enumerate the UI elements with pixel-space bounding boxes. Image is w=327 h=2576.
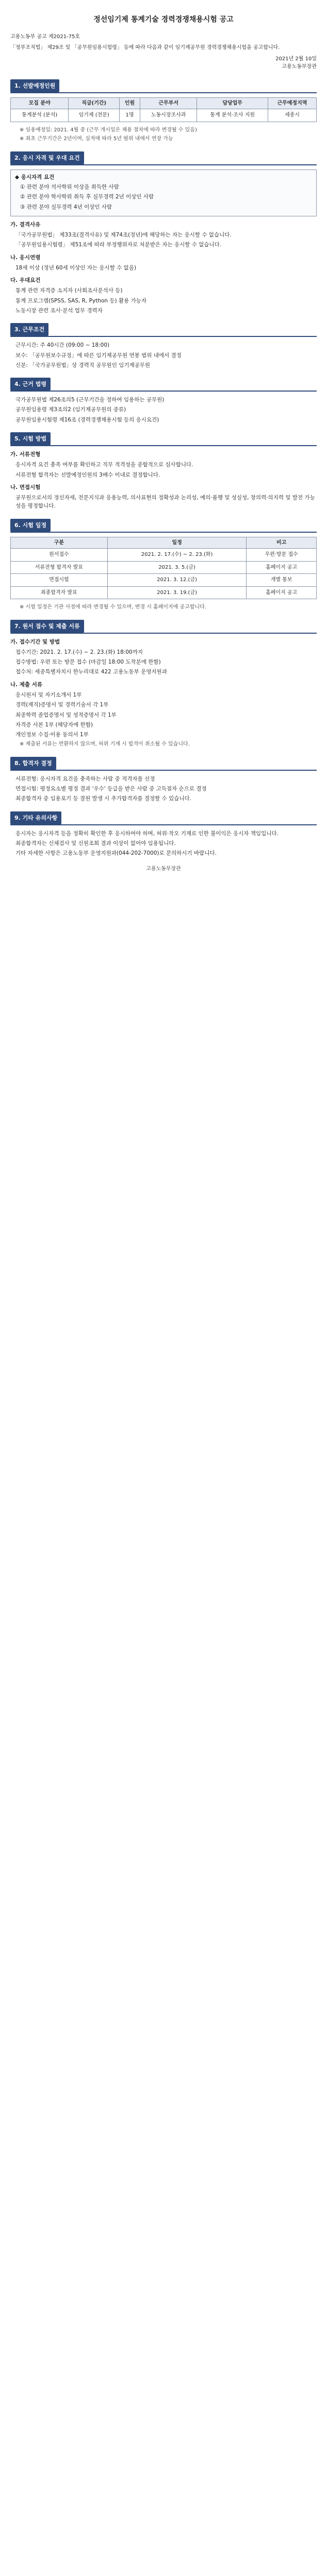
table-row: [11, 586, 317, 599]
subsection-title: 가. 결격사유: [10, 221, 41, 228]
subsection-title: 가. 접수기간 및 방법: [10, 638, 60, 645]
body-line: 공무원으로서의 정신자세, 전문지식과 응용능력, 의사표현의 정확성과 논리성, 예의·품행 및 성실성, 창의력·의지력 및 발전 가능성을 평정합니다.: [15, 495, 315, 510]
date-text: 2021년 2월 10일: [275, 56, 317, 62]
box-line: ① 관련 분야 석사학위 이상을 취득한 사람: [20, 184, 119, 191]
body-line: 공무원임용시험령 제16조 (경력경쟁채용시험 등의 응시요건): [15, 416, 159, 423]
table-row: [11, 109, 317, 122]
subsection-title: 다. 우대요건: [10, 277, 41, 284]
table-cell: 홈페이지 공고: [247, 561, 317, 574]
subsection-title: 나. 면접시험: [10, 484, 41, 490]
document-title: 정선임기제 통계기술 경력경쟁채용시험 공고: [93, 15, 234, 24]
section-recruitment: [10, 79, 317, 143]
body-line: 응시자는 응시자격 등을 정확히 확인한 후 응시하여야 하며, 허위·착오 기재로 인한 불이익은 응시자 책임입니다.: [15, 830, 279, 837]
table-cell: 개별 통보: [247, 574, 317, 587]
table-cell: 2021. 3. 19.(금): [107, 586, 247, 599]
subsection-title: 나. 응시연령: [10, 254, 41, 261]
body-line: 신분: 「국가공무원법」상 경력직 공무원인 임기제공무원: [15, 362, 151, 368]
table-header: 일정: [107, 537, 247, 549]
body-line: 18세 이상 (정년 60세 이상인 자는 응시할 수 없음): [15, 264, 137, 271]
table-row: [11, 549, 317, 562]
section-title: 5. 시험 방법: [10, 432, 51, 445]
section-title: 2. 응시 자격 및 우대 요건: [10, 151, 84, 164]
section-title: 7. 원서 접수 및 제출 서류: [10, 620, 84, 633]
table-row: [11, 574, 317, 587]
issuer-text: 고용노동부장관: [282, 64, 317, 70]
table-cell: 2021. 2. 17.(수) ~ 2. 23.(화): [107, 549, 247, 562]
recruitment-table: [10, 97, 317, 122]
body-line: 노동시장 관련 조사·분석 업무 경력자: [15, 307, 103, 314]
table-cell: 면접시험: [11, 574, 108, 587]
section-title: 8. 합격자 결정: [10, 757, 56, 770]
table-cell: 홈페이지 공고: [247, 586, 317, 599]
notice-number: 고용노동부 공고 제2021-75호: [10, 33, 80, 40]
table-header: 근무부서: [140, 97, 197, 109]
note-text: ※ 제출된 서류는 반환하지 않으며, 허위 기재 시 합격이 취소될 수 있습니다.: [20, 741, 190, 748]
body-line: 서류전형 합격자는 선발예정인원의 3배수 이내로 결정합니다.: [15, 471, 160, 478]
body-line: 자격증 사본 1부 (해당자에 한함): [15, 721, 93, 728]
body-line: 근무시간: 주 40시간 (09:00 ~ 18:00): [15, 342, 110, 349]
section-title: 4. 근거 법령: [10, 378, 51, 391]
table-cell: 2021. 3. 12.(금): [107, 574, 247, 587]
section-title: 1. 선발예정인원: [10, 79, 59, 92]
table-cell: 서류전형 합격자 발표: [11, 561, 108, 574]
note-text: ※ 시험 일정은 기관 사정에 따라 변경될 수 있으며, 변경 시 홈페이지에 공고합니다.: [20, 604, 207, 611]
box-title: ◆ 응시자격 요건: [15, 174, 55, 180]
section-title: 3. 근무조건: [10, 323, 48, 336]
body-line: 면접시험: 평정요소별 평정 결과 '우수' 등급을 받은 사람 중 고득점자 순으로 결정: [15, 786, 207, 792]
body-line: 국가공무원법 제26조의5 (근무기간을 정하여 임용하는 공무원): [15, 397, 165, 403]
table-header: 근무예정지역: [268, 97, 316, 109]
subsection-title: 가. 서류전형: [10, 451, 41, 457]
body-line: 보수: 「공무원보수규정」에 따른 임기제공무원 연봉 범위 내에서 결정: [15, 352, 182, 359]
section-title: 9. 기타 유의사항: [10, 811, 61, 824]
table-cell: 원서접수: [11, 549, 108, 562]
body-line: 최종학력 졸업증명서 및 성적증명서 각 1부: [15, 711, 117, 718]
body-line: 최종합격자는 신체검사 및 신원조회 결과 이상이 없어야 임용됩니다.: [15, 840, 176, 846]
table-cell: 우편·방문 접수: [247, 549, 317, 562]
table-cell: 최종합격자 발표: [11, 586, 108, 599]
body-line: 응시자격 요건 충족 여부를 확인하고 직무 적격성을 종합적으로 심사합니다.: [15, 462, 193, 468]
body-line: 응시원서 및 자기소개서 1부: [15, 691, 82, 698]
body-line: 통계 프로그램(SPSS, SAS, R, Python 등) 활용 가능자: [15, 297, 147, 304]
table-cell: 통계분석 (분석): [11, 109, 69, 122]
subsection-title: 나. 제출 서류: [10, 681, 43, 688]
section-title: 6. 시험 일정: [10, 519, 51, 532]
table-header: 직급(기간): [69, 97, 120, 109]
section-notes: [10, 811, 317, 858]
box-line: ② 관련 분야 학사학위 취득 후 실무경력 2년 이상인 사람: [20, 194, 154, 200]
body-line: 접수방법: 우편 또는 방문 접수 (마감일 18:00 도착분에 한함): [15, 659, 161, 666]
table-header: 모집 분야: [11, 97, 69, 109]
body-line: 「공무원임용시험령」 제51조에 따라 부정행위자로 처분받은 자는 응시할 수 없습니다.: [15, 242, 222, 248]
table-cell: 1명: [120, 109, 140, 122]
footer-issuer: 고용노동부장관: [146, 866, 181, 872]
body-line: 서류전형: 응시자격 요건을 충족하는 사람 중 적격자를 선정: [15, 775, 155, 782]
document-page: [5, 0, 322, 893]
section-work-conditions: [10, 323, 317, 369]
section-legal-basis: [10, 378, 317, 424]
body-line: 통계 관련 자격증 소지자 (사회조사분석사 등): [15, 287, 123, 294]
schedule-table: [10, 537, 317, 600]
intro-text: 「정부조직법」 제29조 및 「공무원임용시험령」 등에 따라 다음과 같이 임기제공무원 경력경쟁채용시험을 공고합니다.: [10, 45, 280, 51]
body-line: 개인정보 수집·이용 동의서 1부: [15, 732, 89, 738]
section-pass-decision: [10, 757, 317, 803]
body-line: 접수기간: 2021. 2. 17.(수) ~ 2. 23.(화) 18:00까지: [15, 649, 143, 655]
section-qualification: [10, 151, 317, 315]
body-line: 최종합격자 중 임용포기 등 결원 발생 시 추가합격자를 결정할 수 있습니다.: [15, 795, 192, 802]
requirement-box: [10, 170, 317, 216]
body-line: 경력(재직)증명서 및 경력기술서 각 1부: [15, 702, 109, 708]
table-header: 담당업무: [197, 97, 268, 109]
section-schedule: [10, 519, 317, 612]
section-exam-method: [10, 432, 317, 511]
table-row: [11, 561, 317, 574]
notice-date: [10, 55, 317, 71]
table-cell: 세종시: [268, 109, 316, 122]
body-line: 기타 자세한 사항은 고용노동부 운영지원과(044-202-7000)로 문의하시기 바랍니다.: [15, 850, 217, 857]
body-line: 공무원임용령 제3조의2 (임기제공무원의 종류): [15, 406, 126, 413]
table-cell: 임기제 (전문): [69, 109, 120, 122]
box-line: ③ 관련 분야 실무경력 4년 이상인 사람: [20, 204, 112, 210]
section-application: [10, 620, 317, 749]
table-header: 인원: [120, 97, 140, 109]
table-header: 구분: [11, 537, 108, 549]
body-line: 접수처: 세종특별자치시 한누리대로 422 고용노동부 운영지원과: [15, 669, 167, 675]
table-cell: 2021. 3. 5.(금): [107, 561, 247, 574]
note-text: ※ 임용예정일: 2021. 4월 중 (근무 개시일은 채용 절차에 따라 변경될 수 있음): [20, 127, 197, 133]
table-header: 비고: [247, 537, 317, 549]
table-cell: 노동시장조사과: [140, 109, 197, 122]
note-text: ※ 최초 근무기간은 2년이며, 실적에 따라 5년 범위 내에서 연장 가능: [20, 136, 173, 142]
body-line: 「국가공무원법」 제33조(결격사유) 및 제74조(정년)에 해당하는 자는 응시할 수 없습니다.: [15, 232, 232, 239]
table-cell: 통계 분석·조사 지원: [197, 109, 268, 122]
